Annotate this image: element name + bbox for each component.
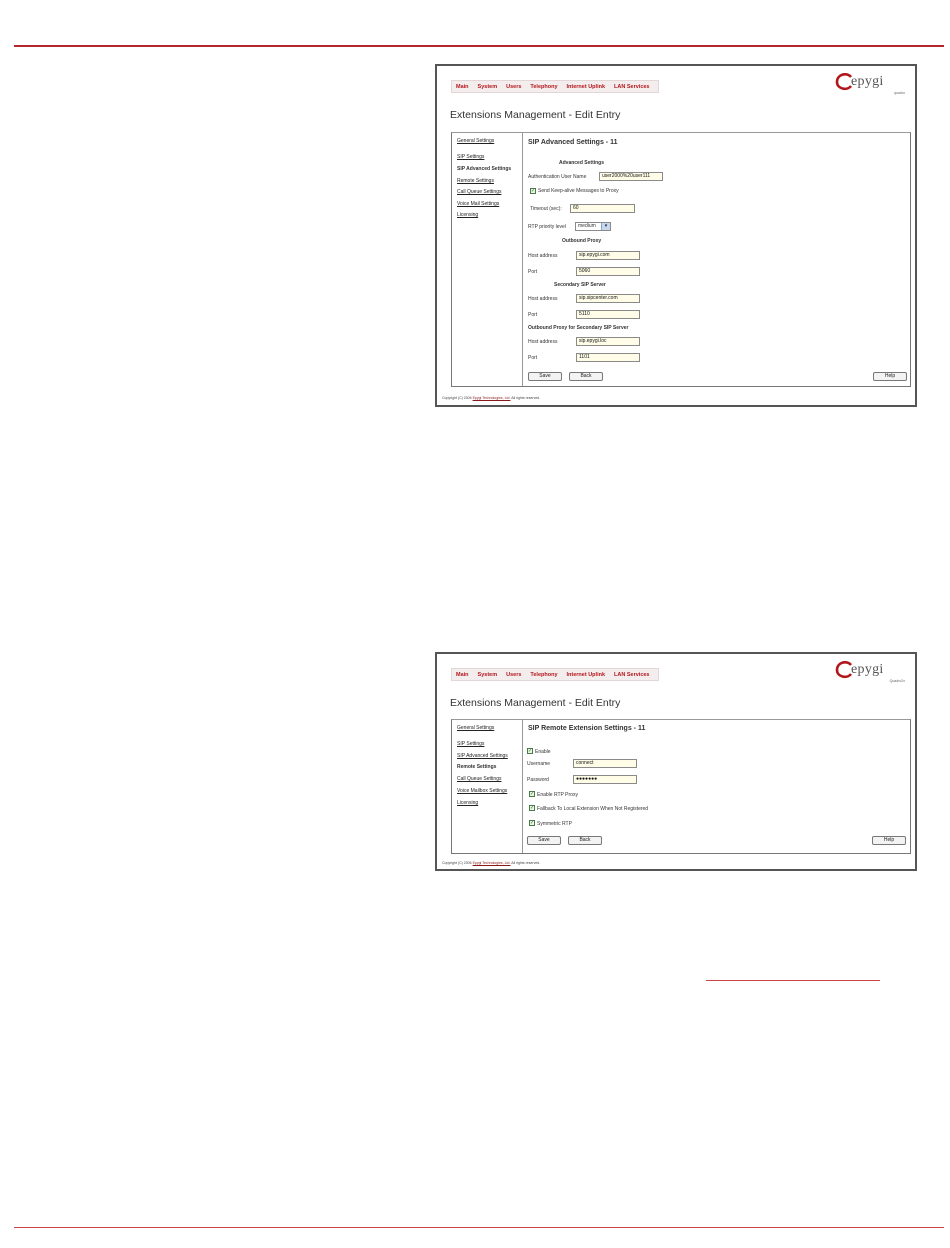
nav-internet-uplink[interactable]: Internet Uplink — [566, 671, 606, 678]
ob-port-input[interactable]: 5060 — [576, 267, 640, 276]
sidebar-item-general-settings[interactable]: General Settings — [457, 725, 495, 731]
hyperlink-underline — [706, 980, 880, 981]
sip-advanced-settings-screenshot — [435, 64, 917, 407]
logo-subtitle: Quadro2x — [889, 679, 905, 683]
secondary-sip-heading: Secondary SIP Server — [554, 282, 606, 288]
obs-port-label: Port — [528, 355, 538, 361]
ob-host-label: Host address — [528, 253, 558, 259]
sidebar-item-remote-settings[interactable]: Remote Settings — [457, 764, 497, 770]
rtp-priority-select[interactable] — [575, 222, 611, 231]
page-header-rule — [14, 45, 944, 47]
chevron-down-icon: ▾ — [601, 223, 610, 230]
copyright-prefix: Copyright (C) 2006 — [442, 861, 472, 865]
obs-host-input[interactable]: sip.epygi.loc — [576, 337, 640, 346]
sidebar-item-sip-settings[interactable]: SIP Settings — [457, 154, 485, 160]
company-link[interactable]: Epygi Technologies, Ltd. — [472, 861, 511, 865]
back-button[interactable]: Back — [568, 836, 602, 845]
sec-host-input[interactable]: sip.sipcenter.com — [576, 294, 640, 303]
ob-host-input[interactable]: sip.epygi.com — [576, 251, 640, 260]
save-button[interactable]: Save — [527, 836, 561, 845]
copyright-footer — [442, 396, 540, 400]
obs-host-label: Host address — [528, 339, 558, 345]
nav-users[interactable]: Users — [506, 671, 522, 678]
sidebar-item-voice-mail-settings[interactable]: Voice Mail Settings — [457, 201, 500, 207]
sidebar-item-sip-advanced-settings[interactable]: SIP Advanced Settings — [457, 166, 512, 172]
fallback-label: Fallback To Local Extension When Not Registered — [537, 806, 649, 812]
sidebar-item-remote-settings[interactable]: Remote Settings — [457, 178, 494, 184]
sidebar-item-licensing[interactable]: Licensing — [457, 800, 479, 806]
nav-users[interactable]: Users — [506, 83, 522, 90]
nav-system[interactable]: System — [477, 671, 498, 678]
sec-port-label: Port — [528, 312, 538, 318]
save-button[interactable]: Save — [528, 372, 562, 381]
copyright-suffix: All rights reserved. — [511, 861, 541, 865]
username-input[interactable]: connect — [573, 759, 637, 768]
section-heading: SIP Advanced Settings - 11 — [528, 139, 618, 146]
password-label: Password — [527, 777, 549, 783]
password-input[interactable]: ●●●●●●● — [573, 775, 637, 784]
sidebar-item-sip-advanced-settings[interactable]: SIP Advanced Settings — [457, 753, 508, 759]
enable-checkbox[interactable]: ✓ — [528, 748, 533, 754]
fallback-checkbox[interactable]: ✓ — [530, 805, 535, 811]
copyright-prefix: Copyright (C) 2006 — [442, 396, 472, 400]
logo-wordmark: epygi — [851, 662, 884, 677]
outbound-proxy-heading: Outbound Proxy — [562, 238, 602, 244]
sidebar — [452, 133, 523, 386]
sip-remote-settings-screenshot — [435, 652, 917, 871]
copyright-suffix: All rights reserved. — [511, 396, 541, 400]
outbound-proxy-secondary-heading: Outbound Proxy for Secondary SIP Server — [528, 325, 629, 331]
rtp-proxy-label: Enable RTP Proxy — [537, 792, 578, 798]
nav-main[interactable]: Main — [456, 83, 469, 90]
nav-main[interactable]: Main — [456, 671, 469, 678]
enable-label: Enable — [535, 749, 551, 755]
username-label: Username — [527, 761, 551, 767]
content-panel — [451, 132, 911, 387]
rtp-priority-label: RTP priority level — [528, 224, 566, 230]
sidebar — [452, 720, 523, 853]
page-footer-rule — [14, 1227, 944, 1228]
sec-port-input[interactable]: 5110 — [576, 310, 640, 319]
auth-user-label: Authentication User Name — [528, 174, 587, 180]
copyright-footer — [442, 861, 540, 865]
logo-subtitle: quadro — [894, 91, 905, 95]
content-panel — [451, 719, 911, 854]
timeout-label: Timeout (sec): — [530, 206, 562, 212]
nav-telephony[interactable]: Telephony — [530, 83, 558, 90]
nav-system[interactable]: System — [477, 83, 498, 90]
nav-internet-uplink[interactable]: Internet Uplink — [566, 83, 606, 90]
sidebar-item-voice-mailbox-settings[interactable]: Voice Mailbox Settings — [457, 788, 508, 794]
sec-host-label: Host address — [528, 296, 558, 302]
rtp-priority-value: medium — [578, 223, 596, 229]
keepalive-label: Send Keep-alive Messages to Proxy — [538, 188, 619, 194]
nav-lan-services[interactable]: LAN Services — [614, 671, 650, 678]
section-heading: SIP Remote Extension Settings - 11 — [528, 725, 646, 732]
company-link[interactable]: Epygi Technologies, Ltd. — [472, 396, 511, 400]
sidebar-item-call-queue-settings[interactable]: Call Queue Settings — [457, 776, 502, 782]
sidebar-item-general-settings[interactable]: General Settings — [457, 138, 495, 144]
top-navigation — [451, 668, 659, 681]
top-navigation — [451, 80, 659, 93]
ob-port-label: Port — [528, 269, 538, 275]
auth-user-input[interactable]: user2000%20user111 — [599, 172, 663, 181]
epygi-logo — [835, 73, 905, 103]
nav-telephony[interactable]: Telephony — [530, 671, 558, 678]
logo-wordmark: epygi — [851, 74, 884, 89]
page-title: Extensions Management - Edit Entry — [450, 697, 621, 709]
back-button[interactable]: Back — [569, 372, 603, 381]
rtp-proxy-checkbox[interactable]: ✓ — [530, 791, 535, 797]
epygi-logo — [835, 661, 905, 691]
nav-lan-services[interactable]: LAN Services — [614, 83, 650, 90]
help-button[interactable]: Help — [872, 836, 906, 845]
symmetric-rtp-checkbox[interactable]: ✓ — [530, 820, 535, 826]
page-title: Extensions Management - Edit Entry — [450, 109, 621, 121]
help-button[interactable]: Help — [873, 372, 907, 381]
obs-port-input[interactable]: 1101 — [576, 353, 640, 362]
timeout-input[interactable]: 60 — [570, 204, 635, 213]
sidebar-item-sip-settings[interactable]: SIP Settings — [457, 741, 485, 747]
sidebar-item-call-queue-settings[interactable]: Call Queue Settings — [457, 189, 502, 195]
keepalive-checkbox[interactable]: ✓ — [531, 188, 536, 194]
advanced-settings-heading: Advanced Settings — [559, 160, 605, 166]
sidebar-item-licensing[interactable]: Licensing — [457, 212, 479, 218]
symmetric-rtp-label: Symmetric RTP — [537, 821, 572, 827]
